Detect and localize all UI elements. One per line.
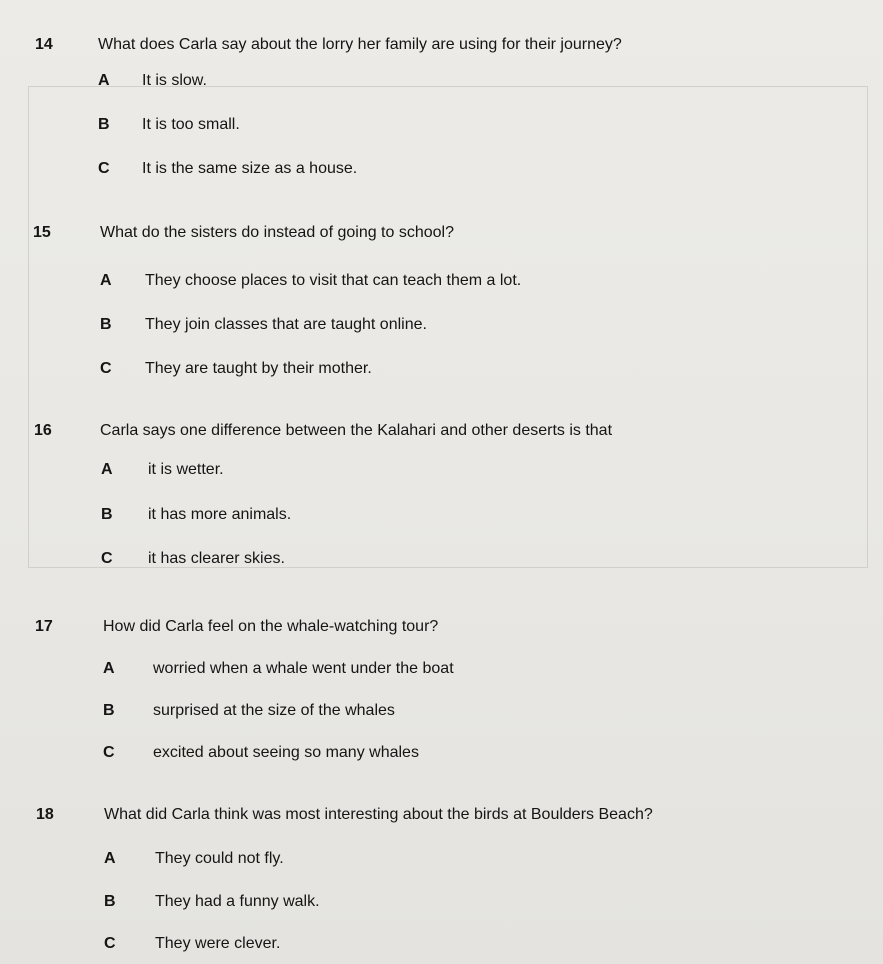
option-letter: C — [98, 160, 110, 177]
option-text: They choose places to visit that can teach them a lot. — [145, 272, 522, 289]
option-text: It is the same size as a house. — [142, 160, 358, 177]
option-letter: A — [104, 850, 116, 867]
option-text: It is slow. — [142, 72, 207, 89]
option-text: it has more animals. — [148, 506, 292, 523]
option-text: They could not fly. — [155, 850, 284, 867]
option-text: surprised at the size of the whales — [153, 702, 395, 719]
option-letter: C — [101, 550, 113, 567]
option-letter: C — [100, 360, 112, 377]
question-text: What does Carla say about the lorry her family are using for their journey? — [98, 36, 622, 53]
option-text: They are taught by their mother. — [145, 360, 372, 377]
option-letter: A — [98, 72, 110, 89]
option-text: it has clearer skies. — [148, 550, 285, 567]
option-text: worried when a whale went under the boat — [153, 660, 454, 677]
question-text: What do the sisters do instead of going to school? — [100, 224, 454, 241]
option-letter: A — [103, 660, 115, 677]
option-text: They were clever. — [155, 935, 281, 952]
option-text: excited about seeing so many whales — [153, 744, 419, 761]
option-text: They had a funny walk. — [155, 893, 320, 910]
question-number: 16 — [34, 422, 52, 439]
question-text: How did Carla feel on the whale-watching tour? — [103, 618, 439, 635]
option-letter: B — [98, 116, 110, 133]
option-letter: B — [100, 316, 112, 333]
option-letter: B — [103, 702, 115, 719]
option-letter: B — [104, 893, 116, 910]
option-text: It is too small. — [142, 116, 240, 133]
option-letter: A — [100, 272, 112, 289]
option-text: They join classes that are taught online. — [145, 316, 427, 333]
question-number: 14 — [35, 36, 53, 53]
question-number: 18 — [36, 806, 54, 823]
option-letter: C — [103, 744, 115, 761]
question-number: 15 — [33, 224, 51, 241]
question-text: Carla says one difference between the Kalahari and other deserts is that — [100, 422, 613, 439]
option-text: it is wetter. — [148, 461, 224, 478]
question-text: What did Carla think was most interesting about the birds at Boulders Beach? — [104, 806, 653, 823]
question-number: 17 — [35, 618, 53, 635]
option-letter: C — [104, 935, 116, 952]
option-letter: A — [101, 461, 113, 478]
option-letter: B — [101, 506, 113, 523]
